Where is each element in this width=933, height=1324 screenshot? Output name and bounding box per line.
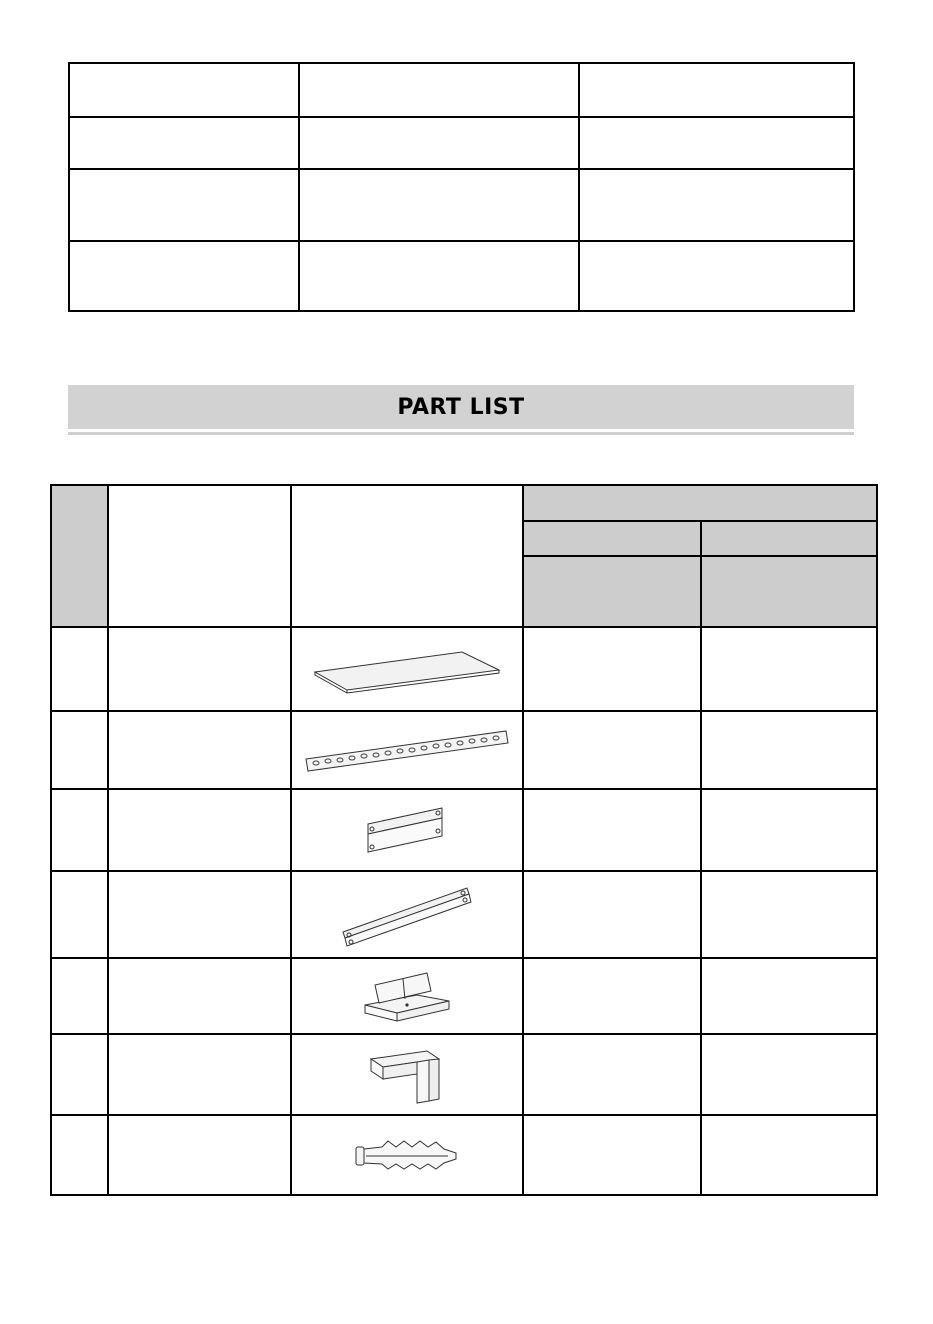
header-quantity	[523, 485, 877, 521]
table-cell	[579, 169, 854, 241]
short-bracket-icon	[362, 802, 452, 858]
table-cell	[69, 63, 299, 117]
table-cell	[299, 241, 579, 311]
table-row	[51, 627, 877, 711]
part-no	[51, 711, 108, 789]
part-qty-a	[523, 789, 701, 871]
table-row	[69, 117, 854, 169]
table-cell	[69, 117, 299, 169]
table-cell	[69, 241, 299, 311]
part-description	[108, 958, 291, 1034]
table-cell	[299, 169, 579, 241]
header-picture	[291, 485, 523, 627]
table-row	[51, 1034, 877, 1115]
header-description	[108, 485, 291, 627]
perforated-strip-icon	[302, 725, 512, 775]
l-block-icon	[367, 1045, 447, 1105]
long-bracket-icon	[337, 882, 477, 948]
part-list-table	[50, 484, 878, 1196]
table-row	[51, 871, 877, 958]
part-picture	[291, 1115, 523, 1195]
part-picture	[291, 958, 523, 1034]
part-description	[108, 789, 291, 871]
table-cell	[299, 117, 579, 169]
part-no	[51, 627, 108, 711]
table-row	[51, 789, 877, 871]
specification-table	[68, 62, 855, 312]
part-qty-a	[523, 958, 701, 1034]
part-qty-b	[701, 871, 877, 958]
table-cell	[579, 241, 854, 311]
part-qty-b	[701, 1034, 877, 1115]
header-qty-sub-a	[523, 556, 701, 627]
part-no	[51, 789, 108, 871]
part-picture	[291, 711, 523, 789]
part-description	[108, 1115, 291, 1195]
part-picture	[291, 789, 523, 871]
part-no	[51, 1115, 108, 1195]
shelf-support-clip-icon	[357, 965, 457, 1027]
table-row	[51, 711, 877, 789]
table-row	[69, 169, 854, 241]
part-qty-b	[701, 958, 877, 1034]
part-qty-a	[523, 1034, 701, 1115]
part-description	[108, 627, 291, 711]
part-picture	[291, 627, 523, 711]
table-row	[51, 958, 877, 1034]
part-qty-b	[701, 711, 877, 789]
part-picture	[291, 871, 523, 958]
part-no	[51, 871, 108, 958]
part-qty-b	[701, 789, 877, 871]
part-qty-a	[523, 627, 701, 711]
glass-shelf-icon	[307, 644, 507, 694]
part-qty-a	[523, 1115, 701, 1195]
table-cell	[299, 63, 579, 117]
table-row	[69, 241, 854, 311]
part-no	[51, 1034, 108, 1115]
part-qty-b	[701, 1115, 877, 1195]
banner-underline	[68, 432, 854, 435]
part-no	[51, 958, 108, 1034]
part-list-banner	[68, 385, 854, 429]
header-qty-col-b	[701, 521, 877, 556]
table-header-row	[51, 485, 877, 521]
part-description	[108, 871, 291, 958]
part-qty-a	[523, 711, 701, 789]
header-no	[51, 485, 108, 627]
header-qty-col-a	[523, 521, 701, 556]
table-row	[51, 1115, 877, 1195]
table-row	[69, 63, 854, 117]
table-cell	[579, 117, 854, 169]
part-qty-a	[523, 871, 701, 958]
part-description	[108, 711, 291, 789]
part-description	[108, 1034, 291, 1115]
table-cell	[69, 169, 299, 241]
part-picture	[291, 1034, 523, 1115]
wall-anchor-icon	[352, 1133, 462, 1177]
header-qty-sub-b	[701, 556, 877, 627]
table-cell	[579, 63, 854, 117]
part-qty-b	[701, 627, 877, 711]
part-list-title: PART LIST	[397, 394, 525, 420]
